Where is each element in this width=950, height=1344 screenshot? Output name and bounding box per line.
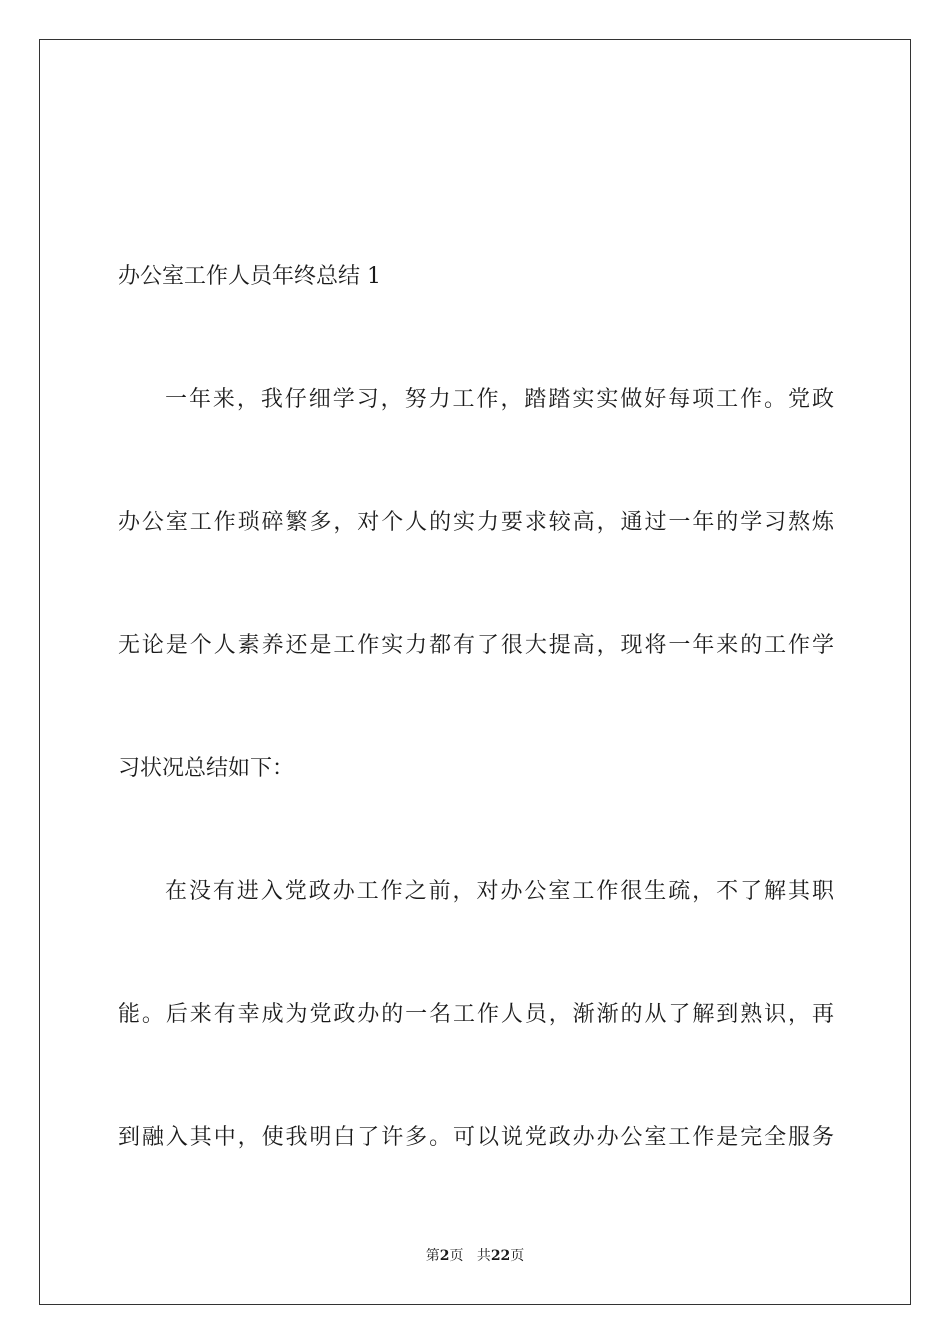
paragraph-1-line-1: 一年来，我仔细学习，努力工作，踏踏实实做好每项工作。党政 [165,387,834,412]
paragraph-2-line-3: 到融入其中，使我明白了许多。可以说党政办办公室工作是完全服务 [118,1125,834,1150]
paragraph-1-line-4: 习状况总结如下： [118,756,295,781]
page-number: 2 [439,1248,450,1264]
paragraph-1-line-3: 无论是个人素养还是工作实力都有了很大提高，现将一年来的工作学 [118,633,834,658]
document-title: 办公室工作人员年终总结 1 [118,264,381,289]
page-suffix: 页 [449,1248,464,1264]
paragraph-2-line-2: 能。后来有幸成为党政办的一名工作人员，渐渐的从了解到熟识，再 [118,1002,834,1027]
total-pages: 22 [490,1248,511,1264]
page-border [39,39,911,1305]
page-prefix: 第 [425,1248,440,1264]
paragraph-1-line-2: 办公室工作琐碎繁多，对个人的实力要求较高，通过一年的学习熬炼 [118,510,834,535]
page-footer [0,1247,950,1265]
total-suffix: 页 [510,1248,525,1264]
paragraph-2-line-1: 在没有进入党政办工作之前，对办公室工作很生疏，不了解其职 [165,879,834,904]
total-prefix: 共 [476,1248,491,1264]
